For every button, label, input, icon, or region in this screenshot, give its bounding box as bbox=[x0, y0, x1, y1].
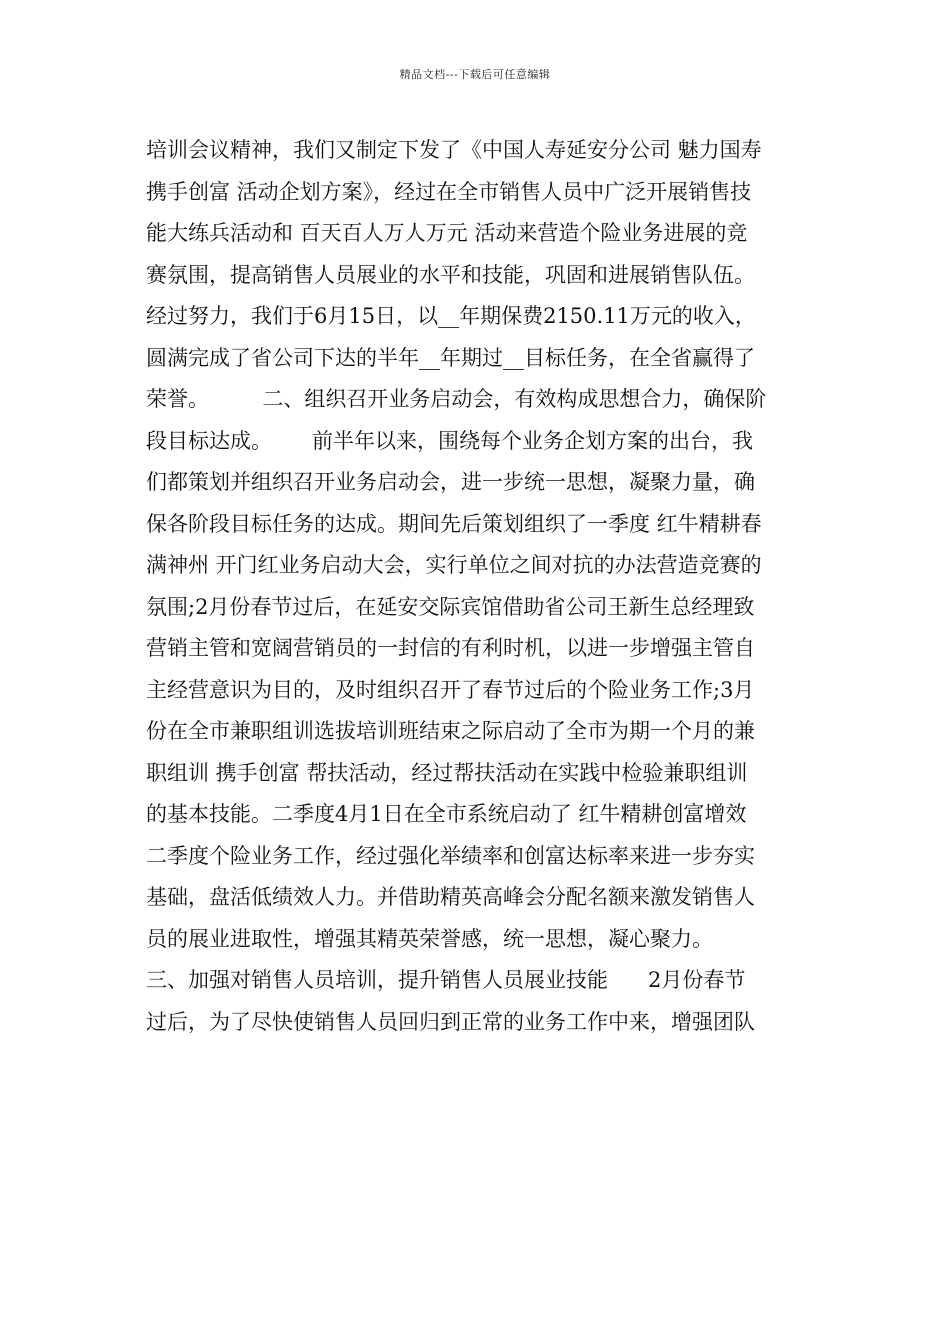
text-line: 二季度个险业务工作，经过强化举绩率和创富达标率来进一步夯实 bbox=[146, 843, 755, 868]
text-line: 过后，为了尽快使销售人员回归到正常的业务工作中来，增强团队 bbox=[146, 1009, 755, 1034]
text-line: 主经营意识为目的，及时组织召开了春节过后的个险业务工作;3月 bbox=[146, 677, 755, 702]
text-line: 荣誉。 二、组织召开业务启动会，有效构成思想合力，确保阶 bbox=[146, 387, 767, 411]
text-line: 满神州 开门红业务启动大会，实行单位之间对抗的办法营造竞赛的 bbox=[146, 553, 762, 577]
text-line: 圆满完成了省公司下达的半年__年期过__目标任务，在全省赢得了 bbox=[146, 345, 755, 370]
text-line: 段目标达成。 前半年以来，围绕每个业务企划方案的出台，我 bbox=[146, 428, 754, 453]
page-header: 精品文档---下载后可任意编辑 bbox=[399, 68, 551, 81]
text-line: 的基本技能。二季度4月1日在全市系统启动了 红牛精耕创富增效 bbox=[146, 802, 747, 826]
text-line: 营销主管和宽阔营销员的一封信的有利时机，以进一步增强主管自 bbox=[146, 636, 755, 660]
text-line: 三、加强对销售人员培训，提升销售人员展业技能 2月份春节 bbox=[146, 968, 746, 992]
text-line: 培训会议精神，我们又制定下发了《中国人寿延安分公司 魅力国寿 bbox=[146, 138, 762, 162]
text-line: 能大练兵活动和 百天百人万人万元 活动来营造个险业务进展的竞 bbox=[146, 221, 748, 245]
text-line: 们都策划并组织召开业务启动会，进一步统一思想，凝聚力量，确 bbox=[146, 470, 755, 494]
body-text bbox=[146, 130, 812, 1043]
text-line: 赛氛围，提高销售人员展业的水平和技能，巩固和进展销售队伍。 bbox=[146, 262, 755, 287]
text-line: 份在全市兼职组训选拔培训班结束之际启动了全市为期一个月的兼 bbox=[146, 719, 755, 743]
text-line: 携手创富 活动企划方案》，经过在全市销售人员中广泛开展销售技 bbox=[146, 179, 752, 204]
text-line: 氛围;2月份春节过后，在延安交际宾馆借助省公司王新生总经理致 bbox=[146, 594, 755, 619]
text-line: 经过努力，我们于6月15日，以__年期保费2150.11万元的收入， bbox=[146, 304, 756, 328]
text-line: 职组训 携手创富 帮扶活动，经过帮扶活动在实践中检验兼职组训 bbox=[146, 760, 748, 785]
text-line: 员的展业进取性，增强其精英荣誉感，统一思想，凝心聚力。 bbox=[146, 926, 713, 951]
text-line: 保各阶段目标任务的达成。期间先后策划组织了一季度 红牛精耕春 bbox=[146, 511, 762, 536]
text-line: 基础，盘活低绩效人力。并借助精英高峰会分配名额来激发销售人 bbox=[146, 885, 755, 909]
